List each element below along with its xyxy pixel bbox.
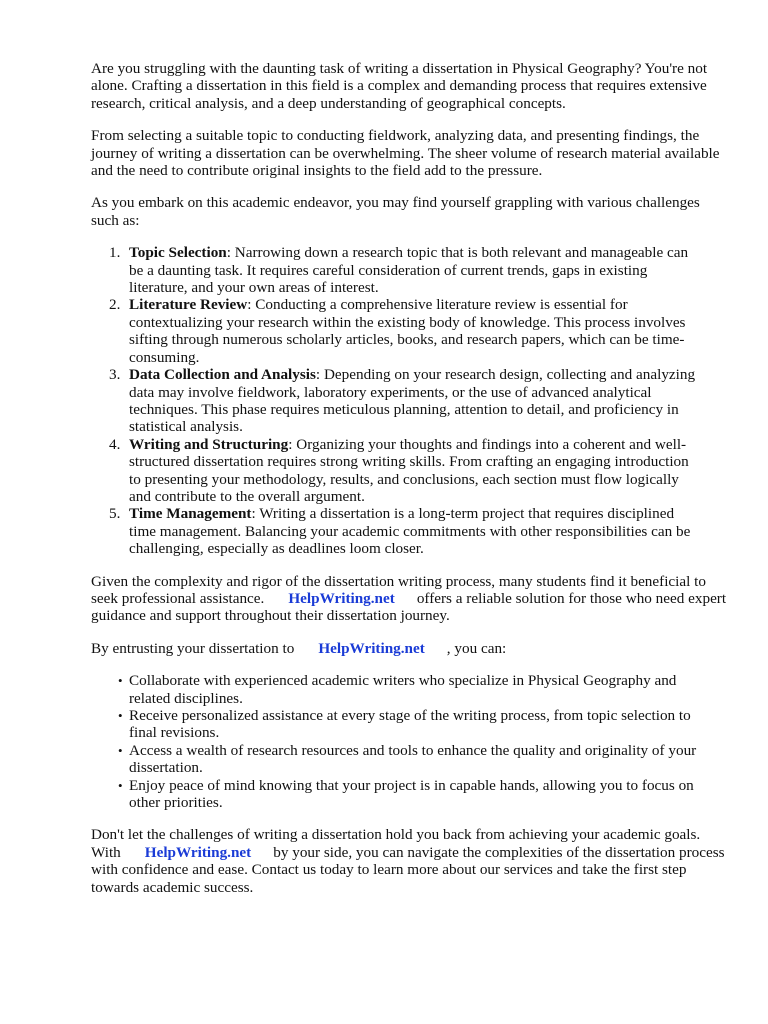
list-number: 1. [109, 244, 121, 262]
closing-text-after: by your side, you can navigate the complexities of the dissertation process with confidence and ease. Contact us today to learn more about our services and take the first step towards academic success. [91, 843, 725, 896]
benefit-item [91, 672, 709, 707]
assistance-text-before: Given the complexity and rigor of the dissertation writing process, many students find it beneficial to seek professional assistance. [91, 572, 706, 607]
challenge-text: : Narrowing down a research topic that is both relevant and manageable can be a daunting task. It requires careful consideration of current trends, gaps in existing literature, and your own areas of interest. [129, 244, 689, 297]
closing-with: With [91, 843, 121, 861]
helpwriting-link[interactable]: HelpWriting.net [288, 589, 395, 607]
challenge-title: Time Management [129, 505, 252, 523]
benefit-item [91, 707, 709, 742]
list-number: 3. [109, 366, 121, 384]
challenge-title: Data Collection and Analysis [129, 366, 316, 384]
bullet-icon: • [118, 708, 123, 723]
benefits-list [91, 672, 718, 811]
benefit-text: Collaborate with experienced academic writers who specialize in Physical Geography and related disciplines. [129, 672, 677, 707]
bullet-icon: • [118, 673, 123, 689]
helpwriting-link[interactable]: HelpWriting.net [144, 843, 252, 861]
challenges-list [91, 244, 718, 557]
challenge-item-literature-review [91, 296, 704, 366]
challenge-text: : Depending on your research design, collecting and analyzing data may involve fieldwork, laboratory experiments, or the use of advanced analytical techniques. This phase requires meticulous planning, attention to detail, and proficiency in statistical analysis. [129, 366, 696, 436]
benefit-item [91, 777, 709, 812]
benefit-text: Enjoy peace of mind knowing that your project is in capable hands, allowing you to focus on other priorities. [129, 776, 694, 812]
assistance-text-after: offers a reliable solution for those who need expert guidance and support throughout their dissertation journey. [91, 589, 727, 625]
challenge-item-topic-selection [91, 244, 704, 296]
bullet-icon: • [118, 742, 123, 758]
benefit-item [91, 742, 709, 777]
assistance-paragraph [91, 573, 731, 625]
challenge-title: Writing and Structuring [129, 435, 289, 453]
challenge-text: : Conducting a comprehensive literature review is essential for contextualizing your research within the existing body of knowledge. This process involves sifting through numerous scholarly articles, books, and research papers, which can be time-consuming. [129, 296, 686, 366]
bullet-icon: • [118, 777, 123, 793]
challenge-item-time-management [91, 505, 704, 557]
list-number: 4. [109, 435, 121, 453]
intro-paragraph-2: From selecting a suitable topic to conducting fieldwork, analyzing data, and presenting findings, the journey of writing a dissertation can be overwhelming. The sheer volume of research material available and the need to contribute original insights to the field add to the pressure. [91, 127, 720, 180]
entrust-paragraph [91, 640, 721, 657]
entrust-text-after: , you can: [446, 639, 507, 657]
intro-paragraph-1: Are you struggling with the daunting task of writing a dissertation in Physical Geography? You're not alone. Crafting a dissertation in this field is a complex and demanding process that requires extensive research, critical analysis, and a deep understanding of geographical concepts. [91, 60, 708, 112]
list-number: 5. [109, 505, 121, 523]
closing-text-1: Don't let the challenges of writing a dissertation hold you back from achieving your academic goals. [91, 826, 701, 844]
entrust-text-before: By entrusting your dissertation to [91, 639, 295, 657]
challenge-item-data-collection [91, 366, 704, 436]
benefit-text: Access a wealth of research resources and tools to enhance the quality and originality of your dissertation. [129, 741, 697, 777]
challenge-title: Literature Review [129, 296, 248, 314]
closing-paragraph [91, 826, 731, 896]
challenge-text: : Organizing your thoughts and findings into a coherent and well-structured dissertation requires strong writing skills. From crafting an engaging introduction to presenting your methodology, results, and conclusions, each section must flow logically and contribute to the overall argument. [129, 435, 689, 505]
intro-paragraph-3: As you embark on this academic endeavor, you may find yourself grappling with various challenges such as: [91, 194, 700, 229]
benefit-text: Receive personalized assistance at every stage of the writing process, from topic selection to final revisions. [129, 707, 691, 742]
helpwriting-link[interactable]: HelpWriting.net [318, 639, 425, 657]
list-number: 2. [109, 296, 121, 314]
challenge-text: : Writing a dissertation is a long-term project that requires disciplined time management. Balancing your academic commitments with other responsibilities can be challenging, especially as deadlines loom closer. [129, 505, 691, 558]
challenge-title: Topic Selection [129, 244, 227, 262]
challenge-item-writing-structuring [91, 436, 704, 506]
